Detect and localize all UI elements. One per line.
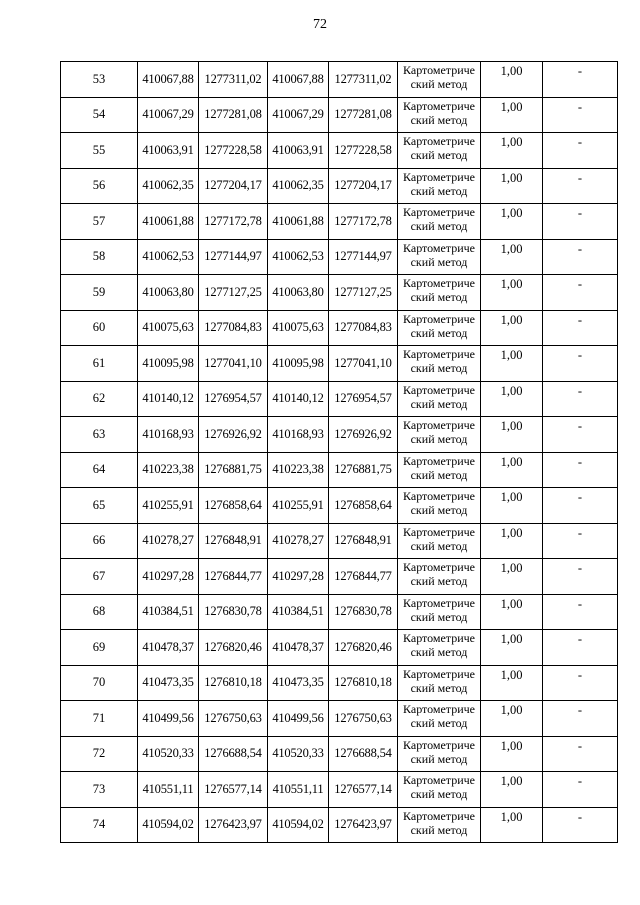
method-line2: ский метод (410, 503, 468, 517)
table-row (61, 488, 618, 524)
table-row (61, 168, 618, 204)
description-cell: - (543, 523, 618, 559)
y-coordinate-cell: 1276844,77 (199, 559, 268, 595)
method-cell (398, 239, 481, 275)
y-coordinate-cell: 1277204,17 (199, 168, 268, 204)
method-line1: Картометриче (403, 98, 475, 113)
description-cell: - (543, 807, 618, 843)
accuracy-cell: 1,00 (481, 275, 543, 311)
x-coordinate-new-cell: 410168,93 (268, 417, 329, 453)
x-coordinate-new-cell: 410061,88 (268, 204, 329, 240)
x-coordinate-cell: 410594,02 (138, 807, 199, 843)
method-line1: Картометриче (403, 631, 475, 645)
description-cell: - (543, 381, 618, 417)
x-coordinate-new-cell: 410255,91 (268, 488, 329, 524)
y-coordinate-new-cell: 1276926,92 (329, 417, 398, 453)
x-coordinate-cell: 410384,51 (138, 594, 199, 630)
method-line1: Картометриче (403, 63, 475, 77)
method-line2: ский метод (410, 822, 468, 837)
accuracy-cell: 1,00 (481, 559, 543, 595)
method-line1: Картометриче (403, 666, 475, 681)
method-line2: ский метод (410, 538, 468, 553)
method-line1: Картометриче (403, 347, 475, 361)
point-number-cell: 57 (61, 204, 138, 240)
table-row (61, 772, 618, 808)
method-line1: Картометриче (403, 134, 475, 148)
x-coordinate-new-cell: 410384,51 (268, 594, 329, 630)
table-row (61, 62, 618, 98)
accuracy-cell: 1,00 (481, 807, 543, 843)
method-line1: Картометриче (403, 205, 475, 219)
method-line2: ский метод (410, 432, 468, 446)
description-cell: - (543, 133, 618, 169)
method-line2: ский метод (410, 467, 468, 482)
point-number-cell: 54 (61, 97, 138, 133)
description-cell: - (543, 239, 618, 275)
description-cell: - (543, 452, 618, 488)
accuracy-cell: 1,00 (481, 772, 543, 808)
y-coordinate-cell: 1277281,08 (199, 97, 268, 133)
y-coordinate-cell: 1277144,97 (199, 239, 268, 275)
method-cell (398, 417, 481, 453)
description-cell: - (543, 62, 618, 98)
y-coordinate-new-cell: 1276688,54 (329, 736, 398, 772)
x-coordinate-new-cell: 410223,38 (268, 452, 329, 488)
y-coordinate-new-cell: 1277127,25 (329, 275, 398, 311)
y-coordinate-new-cell: 1277144,97 (329, 239, 398, 275)
description-cell: - (543, 275, 618, 311)
accuracy-cell: 1,00 (481, 630, 543, 666)
y-coordinate-new-cell: 1276820,46 (329, 630, 398, 666)
y-coordinate-new-cell: 1276858,64 (329, 488, 398, 524)
method-cell (398, 594, 481, 630)
description-cell: - (543, 346, 618, 382)
accuracy-cell: 1,00 (481, 346, 543, 382)
accuracy-cell: 1,00 (481, 736, 543, 772)
point-number-cell: 58 (61, 239, 138, 275)
method-line1: Картометриче (403, 418, 475, 432)
x-coordinate-cell: 410278,27 (138, 523, 199, 559)
method-cell (398, 346, 481, 382)
method-line2: ский метод (410, 77, 468, 91)
point-number-cell: 65 (61, 488, 138, 524)
accuracy-cell: 1,00 (481, 488, 543, 524)
table-row (61, 97, 618, 133)
description-cell: - (543, 594, 618, 630)
method-cell (398, 381, 481, 417)
x-coordinate-new-cell: 410551,11 (268, 772, 329, 808)
accuracy-cell: 1,00 (481, 310, 543, 346)
y-coordinate-cell: 1277127,25 (199, 275, 268, 311)
y-coordinate-cell: 1276577,14 (199, 772, 268, 808)
method-line1: Картометриче (403, 808, 475, 823)
y-coordinate-new-cell: 1276954,57 (329, 381, 398, 417)
table-row (61, 523, 618, 559)
y-coordinate-new-cell: 1277204,17 (329, 168, 398, 204)
x-coordinate-cell: 410168,93 (138, 417, 199, 453)
y-coordinate-new-cell: 1276830,78 (329, 594, 398, 630)
point-number-cell: 70 (61, 665, 138, 701)
y-coordinate-cell: 1276926,92 (199, 417, 268, 453)
point-number-cell: 60 (61, 310, 138, 346)
method-cell (398, 523, 481, 559)
y-coordinate-new-cell: 1276750,63 (329, 701, 398, 737)
method-line1: Картометриче (403, 595, 475, 610)
accuracy-cell: 1,00 (481, 381, 543, 417)
x-coordinate-cell: 410062,35 (138, 168, 199, 204)
table-row (61, 630, 618, 666)
x-coordinate-cell: 410063,80 (138, 275, 199, 311)
accuracy-cell: 1,00 (481, 133, 543, 169)
x-coordinate-cell: 410478,37 (138, 630, 199, 666)
point-number-cell: 71 (61, 701, 138, 737)
y-coordinate-cell: 1277228,58 (199, 133, 268, 169)
method-cell (398, 204, 481, 240)
x-coordinate-new-cell: 410063,80 (268, 275, 329, 311)
point-number-cell: 62 (61, 381, 138, 417)
y-coordinate-cell: 1277041,10 (199, 346, 268, 382)
x-coordinate-cell: 410095,98 (138, 346, 199, 382)
x-coordinate-new-cell: 410499,56 (268, 701, 329, 737)
accuracy-cell: 1,00 (481, 97, 543, 133)
description-cell: - (543, 701, 618, 737)
y-coordinate-new-cell: 1277084,83 (329, 310, 398, 346)
page-number: 72 (313, 17, 327, 32)
y-coordinate-cell: 1276810,18 (199, 665, 268, 701)
method-line1: Картометриче (403, 773, 475, 787)
y-coordinate-new-cell: 1276848,91 (329, 523, 398, 559)
y-coordinate-cell: 1277084,83 (199, 310, 268, 346)
table-body (61, 62, 618, 843)
method-line2: ский метод (410, 609, 468, 624)
y-coordinate-cell: 1276423,97 (199, 807, 268, 843)
x-coordinate-cell: 410520,33 (138, 736, 199, 772)
y-coordinate-new-cell: 1276810,18 (329, 665, 398, 701)
x-coordinate-new-cell: 410062,53 (268, 239, 329, 275)
point-number-cell: 53 (61, 62, 138, 98)
description-cell: - (543, 665, 618, 701)
method-cell (398, 488, 481, 524)
y-coordinate-cell: 1276820,46 (199, 630, 268, 666)
x-coordinate-cell: 410062,53 (138, 239, 199, 275)
method-cell (398, 772, 481, 808)
point-number-cell: 67 (61, 559, 138, 595)
y-coordinate-new-cell: 1277281,08 (329, 97, 398, 133)
x-coordinate-new-cell: 410594,02 (268, 807, 329, 843)
table-row (61, 665, 618, 701)
method-line2: ский метод (410, 716, 468, 730)
accuracy-cell: 1,00 (481, 701, 543, 737)
method-line1: Картометриче (403, 169, 475, 184)
y-coordinate-cell: 1276881,75 (199, 452, 268, 488)
accuracy-cell: 1,00 (481, 62, 543, 98)
x-coordinate-new-cell: 410478,37 (268, 630, 329, 666)
x-coordinate-new-cell: 410297,28 (268, 559, 329, 595)
point-number-cell: 74 (61, 807, 138, 843)
table-row (61, 239, 618, 275)
y-coordinate-new-cell: 1277172,78 (329, 204, 398, 240)
x-coordinate-cell: 410473,35 (138, 665, 199, 701)
method-line1: Картометриче (403, 524, 475, 539)
table-row (61, 736, 618, 772)
description-cell: - (543, 97, 618, 133)
accuracy-cell: 1,00 (481, 523, 543, 559)
point-number-cell: 72 (61, 736, 138, 772)
x-coordinate-new-cell: 410067,29 (268, 97, 329, 133)
description-cell: - (543, 488, 618, 524)
y-coordinate-cell: 1276848,91 (199, 523, 268, 559)
y-coordinate-cell: 1276954,57 (199, 381, 268, 417)
point-number-cell: 68 (61, 594, 138, 630)
method-line2: ский метод (410, 325, 468, 340)
x-coordinate-new-cell: 410075,63 (268, 310, 329, 346)
description-cell: - (543, 559, 618, 595)
x-coordinate-cell: 410067,29 (138, 97, 199, 133)
point-number-cell: 61 (61, 346, 138, 382)
method-cell (398, 275, 481, 311)
y-coordinate-new-cell: 1276844,77 (329, 559, 398, 595)
description-cell: - (543, 772, 618, 808)
point-number-cell: 73 (61, 772, 138, 808)
method-line2: ский метод (410, 361, 468, 375)
method-line1: Картометриче (403, 737, 475, 752)
method-cell (398, 559, 481, 595)
y-coordinate-new-cell: 1276881,75 (329, 452, 398, 488)
method-cell (398, 665, 481, 701)
method-cell (398, 310, 481, 346)
method-line1: Картометриче (403, 702, 475, 716)
coordinates-table (60, 61, 618, 843)
method-line1: Картометриче (403, 489, 475, 503)
method-cell (398, 62, 481, 98)
description-cell: - (543, 736, 618, 772)
point-number-cell: 69 (61, 630, 138, 666)
x-coordinate-new-cell: 410473,35 (268, 665, 329, 701)
table-row (61, 346, 618, 382)
method-line2: ский метод (410, 787, 468, 801)
method-cell (398, 807, 481, 843)
x-coordinate-new-cell: 410063,91 (268, 133, 329, 169)
method-line2: ский метод (410, 645, 468, 659)
x-coordinate-cell: 410067,88 (138, 62, 199, 98)
x-coordinate-cell: 410063,91 (138, 133, 199, 169)
y-coordinate-new-cell: 1277311,02 (329, 62, 398, 98)
point-number-cell: 66 (61, 523, 138, 559)
y-coordinate-new-cell: 1277041,10 (329, 346, 398, 382)
table-row (61, 310, 618, 346)
method-line2: ский метод (410, 751, 468, 766)
x-coordinate-new-cell: 410140,12 (268, 381, 329, 417)
method-line2: ский метод (410, 219, 468, 233)
method-line1: Картометриче (403, 311, 475, 326)
y-coordinate-cell: 1276750,63 (199, 701, 268, 737)
x-coordinate-new-cell: 410278,27 (268, 523, 329, 559)
accuracy-cell: 1,00 (481, 204, 543, 240)
x-coordinate-cell: 410551,11 (138, 772, 199, 808)
table-row (61, 594, 618, 630)
method-line1: Картометриче (403, 240, 475, 255)
accuracy-cell: 1,00 (481, 417, 543, 453)
y-coordinate-cell: 1276688,54 (199, 736, 268, 772)
y-coordinate-cell: 1277311,02 (199, 62, 268, 98)
method-cell (398, 97, 481, 133)
point-number-cell: 63 (61, 417, 138, 453)
method-line2: ский метод (410, 112, 468, 127)
method-line2: ский метод (410, 574, 468, 588)
accuracy-cell: 1,00 (481, 452, 543, 488)
method-line2: ский метод (410, 183, 468, 198)
table-row (61, 381, 618, 417)
x-coordinate-cell: 410297,28 (138, 559, 199, 595)
table-row (61, 701, 618, 737)
point-number-cell: 64 (61, 452, 138, 488)
table-row (61, 204, 618, 240)
method-cell (398, 452, 481, 488)
accuracy-cell: 1,00 (481, 594, 543, 630)
method-line1: Картометриче (403, 382, 475, 397)
method-cell (398, 736, 481, 772)
method-cell (398, 168, 481, 204)
point-number-cell: 59 (61, 275, 138, 311)
method-line1: Картометриче (403, 276, 475, 290)
method-line1: Картометриче (403, 453, 475, 468)
description-cell: - (543, 310, 618, 346)
x-coordinate-cell: 410061,88 (138, 204, 199, 240)
y-coordinate-cell: 1276858,64 (199, 488, 268, 524)
point-number-cell: 55 (61, 133, 138, 169)
method-line1: Картометриче (403, 560, 475, 574)
table-row (61, 275, 618, 311)
table-row (61, 452, 618, 488)
table-row (61, 417, 618, 453)
y-coordinate-cell: 1277172,78 (199, 204, 268, 240)
y-coordinate-new-cell: 1276577,14 (329, 772, 398, 808)
x-coordinate-new-cell: 410095,98 (268, 346, 329, 382)
accuracy-cell: 1,00 (481, 239, 543, 275)
y-coordinate-cell: 1276830,78 (199, 594, 268, 630)
method-cell (398, 133, 481, 169)
description-cell: - (543, 204, 618, 240)
x-coordinate-cell: 410255,91 (138, 488, 199, 524)
method-cell (398, 701, 481, 737)
table-row (61, 807, 618, 843)
description-cell: - (543, 417, 618, 453)
x-coordinate-cell: 410223,38 (138, 452, 199, 488)
x-coordinate-cell: 410499,56 (138, 701, 199, 737)
y-coordinate-new-cell: 1276423,97 (329, 807, 398, 843)
method-cell (398, 630, 481, 666)
method-line2: ский метод (410, 290, 468, 304)
y-coordinate-new-cell: 1277228,58 (329, 133, 398, 169)
x-coordinate-cell: 410075,63 (138, 310, 199, 346)
x-coordinate-new-cell: 410067,88 (268, 62, 329, 98)
description-cell: - (543, 630, 618, 666)
method-line2: ский метод (410, 396, 468, 411)
table-row (61, 559, 618, 595)
x-coordinate-cell: 410140,12 (138, 381, 199, 417)
method-line2: ский метод (410, 148, 468, 162)
method-line2: ский метод (410, 680, 468, 695)
x-coordinate-new-cell: 410062,35 (268, 168, 329, 204)
table-row (61, 133, 618, 169)
description-cell: - (543, 168, 618, 204)
x-coordinate-new-cell: 410520,33 (268, 736, 329, 772)
accuracy-cell: 1,00 (481, 665, 543, 701)
point-number-cell: 56 (61, 168, 138, 204)
method-line2: ский метод (410, 254, 468, 269)
accuracy-cell: 1,00 (481, 168, 543, 204)
